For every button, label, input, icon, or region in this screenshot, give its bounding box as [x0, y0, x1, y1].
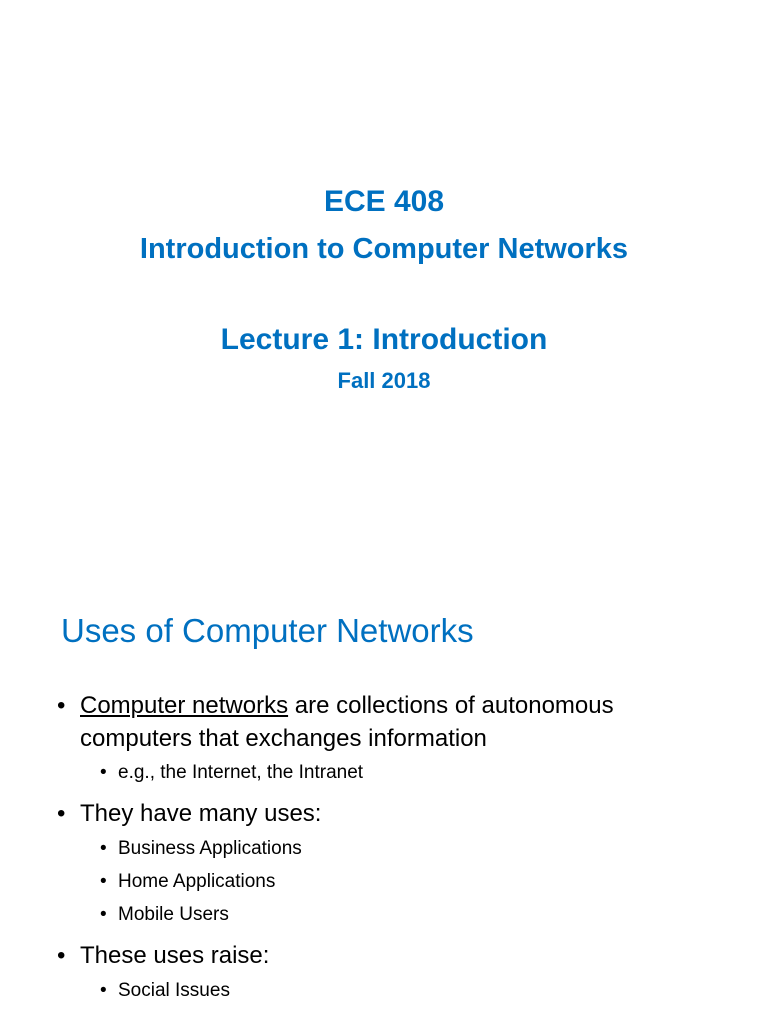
bullet-text: These uses raise: — [80, 942, 270, 969]
course-code: ECE 408 — [323, 185, 445, 218]
list-item — [57, 939, 737, 972]
sub-list-item — [100, 760, 363, 786]
sub-bullet-icon: • — [100, 904, 107, 925]
bullet-text — [80, 689, 737, 755]
course-title: Introduction to Computer Networks — [139, 233, 629, 265]
sub-list-item — [100, 978, 230, 1004]
lecture-title: Lecture 1: Introduction — [220, 323, 548, 356]
bullet-text: They have many uses: — [80, 800, 322, 827]
sub-bullet-text: Home Applications — [118, 871, 276, 892]
sub-bullet-icon: • — [100, 871, 107, 892]
sub-bullet-text: Mobile Users — [118, 904, 229, 925]
key-term: Computer networks — [80, 692, 289, 719]
list-item — [57, 689, 737, 755]
term-label: Fall 2018 — [337, 368, 431, 393]
sub-bullet-icon: • — [100, 980, 107, 1001]
sub-bullet-text: Social Issues — [118, 980, 230, 1001]
content-slide — [0, 576, 768, 1024]
sub-bullet-text: Business Applications — [118, 838, 302, 859]
slide-heading: Uses of Computer Networks — [61, 612, 474, 649]
bullet-icon: • — [57, 800, 66, 827]
sub-list-item — [100, 869, 275, 895]
sub-bullet-text: e.g., the Internet, the Intranet — [118, 762, 364, 783]
list-item — [57, 797, 737, 830]
sub-list-item — [100, 902, 229, 928]
sub-list-item — [100, 836, 302, 862]
bullet-text-line2: computers that exchanges information — [80, 725, 487, 752]
bullet-text-line1: are collections of autonomous — [288, 692, 614, 719]
sub-bullet-icon: • — [100, 762, 107, 783]
sub-bullet-icon: • — [100, 838, 107, 859]
bullet-icon: • — [57, 692, 66, 719]
bullet-icon: • — [57, 942, 66, 969]
